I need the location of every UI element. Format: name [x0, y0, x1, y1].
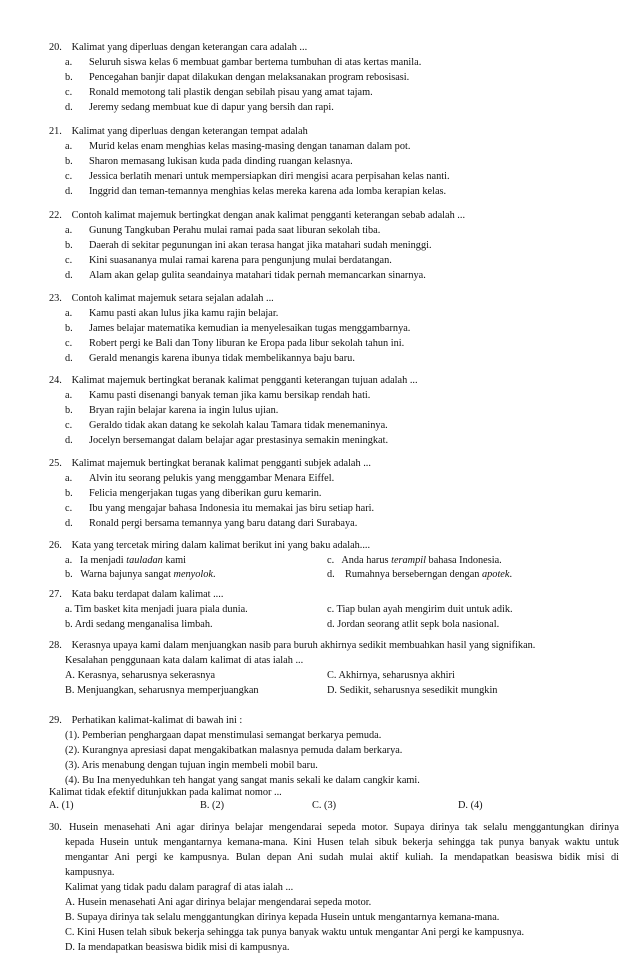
option-d: D. Ia mendapatkan beasiswa bidik misi di kampusnya.	[65, 942, 290, 953]
option-a: a. Kamu pasti akan lulus jika kamu rajin belajar.	[65, 308, 279, 319]
question-27	[49, 587, 619, 632]
question-29-prompt: Kalimat tidak efektif ditunjukkan pada kalimat nomor ...	[49, 787, 282, 798]
option-d: d. Alam akan gelap gulita seandainya matahari tidak pernah memancarkan sinarnya.	[65, 270, 426, 281]
question-text: Kalimat yang diperluas dengan keterangan tempat adalah	[71, 126, 308, 137]
question-24	[49, 373, 619, 448]
question-text: Kerasnya upaya kami dalam menjuangkan nasib para buruh akhirnya sedikit membuahkan hasil yang signifikan.	[71, 640, 536, 651]
option-a: a. Kamu pasti disenangi banyak teman jika kamu bersikap rendah hati.	[65, 390, 371, 401]
option-d: D. Sedikit, seharusnya sesedikit mungkin	[327, 685, 498, 696]
option-c: c. Ronald memotong tali plastik dengan sebilah pisau yang amat tajam.	[65, 87, 373, 98]
option-b: B. (2)	[200, 800, 225, 811]
question-text: Contoh kalimat majemuk bertingkat dengan anak kalimat pengganti keterangan sebab adalah ...	[71, 210, 466, 221]
option-b: b. Felicia mengerjakan tugas yang diberikan guru kemarin.	[65, 488, 322, 499]
option-a: a. Gunung Tangkuban Perahu mulai ramai pada saat liburan sekolah tiba.	[65, 225, 381, 236]
question-text: Kalimat yang diperluas dengan keterangan cara adalah ...	[71, 42, 308, 53]
option-c: c. Tiap bulan ayah mengirim duit untuk adik.	[327, 604, 513, 615]
option-b: b. Bryan rajin belajar karena ia ingin lulus ujian.	[65, 405, 279, 416]
question-number: 22.	[49, 210, 62, 221]
option-c: c. Robert pergi ke Bali dan Tony liburan ke Eropa pada libur sekolah tahun ini.	[65, 338, 405, 349]
option-a: A. Husein menasehati Ani agar dirinya belajar mengendarai sepeda motor.	[65, 897, 372, 908]
question-number: 23.	[49, 293, 62, 304]
question-text: Kata baku terdapat dalam kalimat ....	[71, 589, 224, 600]
option-c: C. Kini Husen telah sibuk bekerja sehingga tak punya banyak waktu untuk mengantar Ani pergi ke kampusnya.	[65, 927, 525, 938]
option-d: d. Rumahnya berseberngan dengan apotek.	[327, 569, 513, 580]
option-d: d. Jocelyn bersemangat dalam belajar agar prestasinya semakin meningkat.	[65, 435, 389, 446]
option-d: d. Ronald pergi bersama temannya yang baru datang dari Surabaya.	[65, 518, 358, 529]
option-a: A. (1)	[49, 800, 74, 811]
question-23	[49, 291, 619, 366]
option-a: a. Murid kelas enam menghias kelas masing-masing dengan tanaman dalam pot.	[65, 141, 411, 152]
statement-1: (1). Pemberian penghargaan dapat menstimulasi semangat berkarya pemuda.	[65, 730, 382, 741]
option-b: b. Pencegahan banjir dapat dilakukan dengan melaksanakan program rebosisasi.	[65, 72, 410, 83]
statement-4: (4). Bu Ina menyeduhkan teh hangat yang sangat manis sekali ke dalam cangkir kami.	[65, 775, 420, 786]
option-b: b. Sharon memasang lukisan kuda pada dinding ruangan kelasnya.	[65, 156, 353, 167]
question-text: Perhatikan kalimat-kalimat di bawah ini :	[71, 715, 243, 726]
question-26	[49, 538, 619, 582]
option-a: a. Ia menjadi tauladan kami	[65, 555, 187, 566]
question-21	[49, 124, 619, 199]
option-d: d. Gerald menangis karena ibunya tidak membelikannya baju baru.	[65, 353, 355, 364]
option-c: c. Jessica berlatih menari untuk mempersiapkan diri mengisi acara perpisahan kelas nanti.	[65, 171, 450, 182]
option-b: B. Supaya dirinya tak selalu menggantungkan dirinya kepada Husein untuk mengantarnya kemana-mana.	[65, 912, 500, 923]
question-29	[49, 713, 619, 788]
statement-3: (3). Aris menabung dengan tujuan ingin membeli mobil baru.	[65, 760, 318, 771]
question-number: 24.	[49, 375, 62, 386]
option-c: C. Akhirnya, seharusnya akhiri	[327, 670, 455, 681]
question-number: 30.	[49, 822, 62, 833]
option-c: c. Anda harus terampil bahasa Indonesia.	[327, 555, 502, 566]
option-c: c. Geraldo tidak akan datang ke sekolah kalau Tamara tidak menemaninya.	[65, 420, 388, 431]
statement-2: (2). Kurangnya apresiasi dapat mengakibatkan malasnya pemuda dalam berkarya.	[65, 745, 403, 756]
question-number: 27.	[49, 589, 62, 600]
question-paragraph: Husein menasehati Ani agar dirinya belajar mengendarai sepeda motor. Supaya dirinya tak selalu menggantungkan dirinya kepada Husein untuk mengantarnya kemana-mana. Kini Husen telah sibuk bekerja sehingga tak punya banyak waktu untuk mengantar Ani pergi ke kampusnya. Bulan depan Ani sudah mulai aktif kuliah. Ia mendapatkan beasiswa bidik misi di kampusnya.	[65, 822, 619, 878]
question-text: Kalimat majemuk bertingkat beranak kalimat pengganti subjek adalah ...	[71, 458, 371, 469]
option-d: D. (4)	[458, 800, 483, 811]
option-d: d. Jeremy sedang membuat kue di dapur yang bersih dan rapi.	[65, 102, 334, 113]
option-b: b. Warna bajunya sangat menyolok.	[65, 569, 216, 580]
question-text: Contoh kalimat majemuk setara sejalan adalah ...	[71, 293, 274, 304]
question-number: 29.	[49, 715, 62, 726]
option-a: A. Kerasnya, seharusnya sekerasnya	[65, 670, 216, 681]
option-b: b. James belajar matematika kemudian ia menyelesaikan tugas menggambarnya.	[65, 323, 411, 334]
question-number: 25.	[49, 458, 62, 469]
option-b: b. Ardi sedang menganalisa limbah.	[65, 619, 213, 630]
option-b: B. Menjuangkan, seharusnya memperjuangkan	[65, 685, 259, 696]
option-a: a. Seluruh siswa kelas 6 membuat gambar bertema tumbuhan di atas kertas manila.	[65, 57, 422, 68]
question-20	[49, 40, 619, 115]
question-subtext: Kesalahan penggunaan kata dalam kalimat di atas ialah ...	[65, 655, 304, 666]
option-c: c. Kini suasananya mulai ramai karena para pengunjung mulai berdatangan.	[65, 255, 392, 266]
option-d: d. Jordan seorang atlit sepk bola nasional.	[327, 619, 500, 630]
question-number: 20.	[49, 42, 62, 53]
question-number: 21.	[49, 126, 62, 137]
option-d: d. Inggrid dan teman-temannya menghias kelas mereka karena ada lomba kerapian kelas.	[65, 186, 447, 197]
question-text: Kalimat majemuk bertingkat beranak kalimat pengganti keterangan tujuan adalah ...	[71, 375, 418, 386]
question-22	[49, 208, 619, 283]
question-25	[49, 456, 619, 531]
question-number: 28.	[49, 640, 62, 651]
option-b: b. Daerah di sekitar pegunungan ini akan terasa hangat jika matahari sudah meninggi.	[65, 240, 432, 251]
option-a: a. Tim basket kita menjadi juara piala dunia.	[65, 604, 248, 615]
option-c: c. Ibu yang mengajar bahasa Indonesia itu memakai jas biru setiap hari.	[65, 503, 375, 514]
question-30	[49, 820, 619, 955]
question-text: Kata yang tercetak miring dalam kalimat berikut ini yang baku adalah....	[71, 540, 371, 551]
question-text: Kalimat yang tidak padu dalam paragraf di atas ialah ...	[65, 882, 294, 893]
question-28	[49, 638, 619, 698]
option-a: a. Alvin itu seorang pelukis yang menggambar Menara Eiffel.	[65, 473, 335, 484]
option-c: C. (3)	[312, 800, 337, 811]
question-number: 26.	[49, 540, 62, 551]
